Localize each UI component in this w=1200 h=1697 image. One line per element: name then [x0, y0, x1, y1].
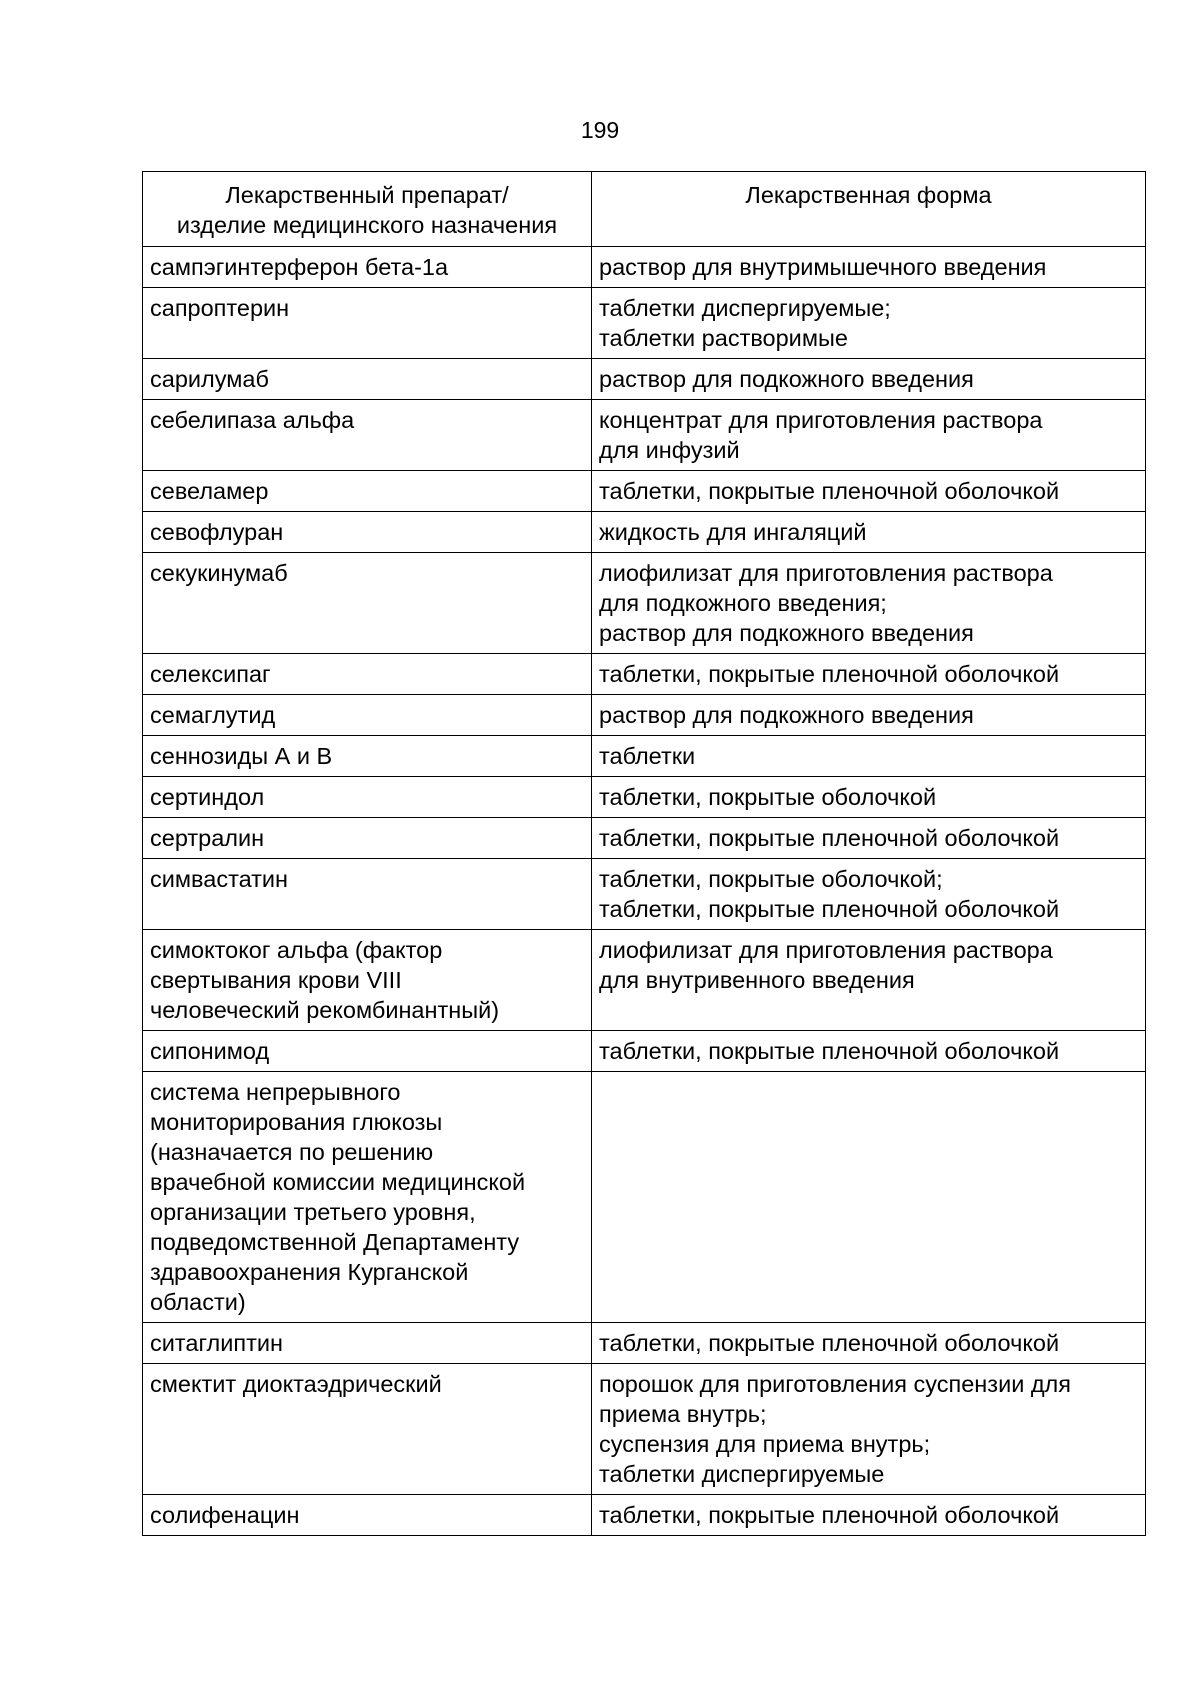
drug-table — [142, 171, 1146, 1536]
product-cell: симоктоког альфа (фактор свертывания крови VIII человеческий рекомбинантный) — [143, 930, 592, 1031]
header-form: Лекарственная форма — [592, 172, 1146, 247]
table-row — [143, 288, 1146, 359]
form-cell: порошок для приготовления суспензии для приема внутрь; суспензия для приема внутрь; таблетки диспергируемые — [592, 1364, 1146, 1495]
product-cell: селексипаг — [143, 654, 592, 695]
product-cell: солифенацин — [143, 1495, 592, 1536]
form-cell: таблетки, покрытые оболочкой — [592, 777, 1146, 818]
form-cell: раствор для подкожного введения — [592, 695, 1146, 736]
product-cell: севофлуран — [143, 512, 592, 553]
product-cell: смектит диоктаэдрический — [143, 1364, 592, 1495]
table-row — [143, 930, 1146, 1031]
form-cell — [592, 1072, 1146, 1323]
product-cell: система непрерывного мониторирования глюкозы (назначается по решению врачебной комиссии медицинской организации третьего уровня, подведомственной Департаменту здравоохранения Курганской области) — [143, 1072, 592, 1323]
table-row — [143, 1495, 1146, 1536]
table-row — [143, 695, 1146, 736]
table-row — [143, 512, 1146, 553]
table-row — [143, 247, 1146, 288]
form-cell: таблетки, покрытые пленочной оболочкой — [592, 1323, 1146, 1364]
table-row — [143, 1072, 1146, 1323]
table-row — [143, 553, 1146, 654]
form-cell: таблетки — [592, 736, 1146, 777]
product-cell: сапроптерин — [143, 288, 592, 359]
form-cell: лиофилизат для приготовления раствора для подкожного введения; раствор для подкожного введения — [592, 553, 1146, 654]
form-cell: раствор для внутримышечного введения — [592, 247, 1146, 288]
table-row — [143, 859, 1146, 930]
product-cell: себелипаза альфа — [143, 400, 592, 471]
table-row — [143, 1031, 1146, 1072]
table-row — [143, 777, 1146, 818]
form-cell: таблетки, покрытые пленочной оболочкой — [592, 654, 1146, 695]
product-cell: сипонимод — [143, 1031, 592, 1072]
table-row — [143, 818, 1146, 859]
form-cell: лиофилизат для приготовления раствора для внутривенного введения — [592, 930, 1146, 1031]
product-cell: сеннозиды А и В — [143, 736, 592, 777]
product-cell: симвастатин — [143, 859, 592, 930]
form-cell: таблетки, покрытые пленочной оболочкой — [592, 1495, 1146, 1536]
product-cell: сертралин — [143, 818, 592, 859]
table-row — [143, 400, 1146, 471]
table-row — [143, 1364, 1146, 1495]
table-row — [143, 359, 1146, 400]
product-cell: сертиндол — [143, 777, 592, 818]
product-cell: севеламер — [143, 471, 592, 512]
form-cell: таблетки, покрытые оболочкой; таблетки, покрытые пленочной оболочкой — [592, 859, 1146, 930]
form-cell: жидкость для ингаляций — [592, 512, 1146, 553]
form-cell: таблетки, покрытые пленочной оболочкой — [592, 471, 1146, 512]
table-header-row — [143, 172, 1146, 247]
header-product: Лекарственный препарат/ изделие медицинского назначения — [143, 172, 592, 247]
table-row — [143, 1323, 1146, 1364]
page-number: 199 — [580, 117, 620, 143]
product-cell: сампэгинтерферон бета-1a — [143, 247, 592, 288]
form-cell: таблетки диспергируемые; таблетки растворимые — [592, 288, 1146, 359]
product-cell: сарилумаб — [143, 359, 592, 400]
form-cell: концентрат для приготовления раствора для инфузий — [592, 400, 1146, 471]
table-row — [143, 736, 1146, 777]
product-cell: секукинумаб — [143, 553, 592, 654]
product-cell: семаглутид — [143, 695, 592, 736]
product-cell: ситаглиптин — [143, 1323, 592, 1364]
form-cell: раствор для подкожного введения — [592, 359, 1146, 400]
form-cell: таблетки, покрытые пленочной оболочкой — [592, 818, 1146, 859]
table-row — [143, 654, 1146, 695]
form-cell: таблетки, покрытые пленочной оболочкой — [592, 1031, 1146, 1072]
table-row — [143, 471, 1146, 512]
